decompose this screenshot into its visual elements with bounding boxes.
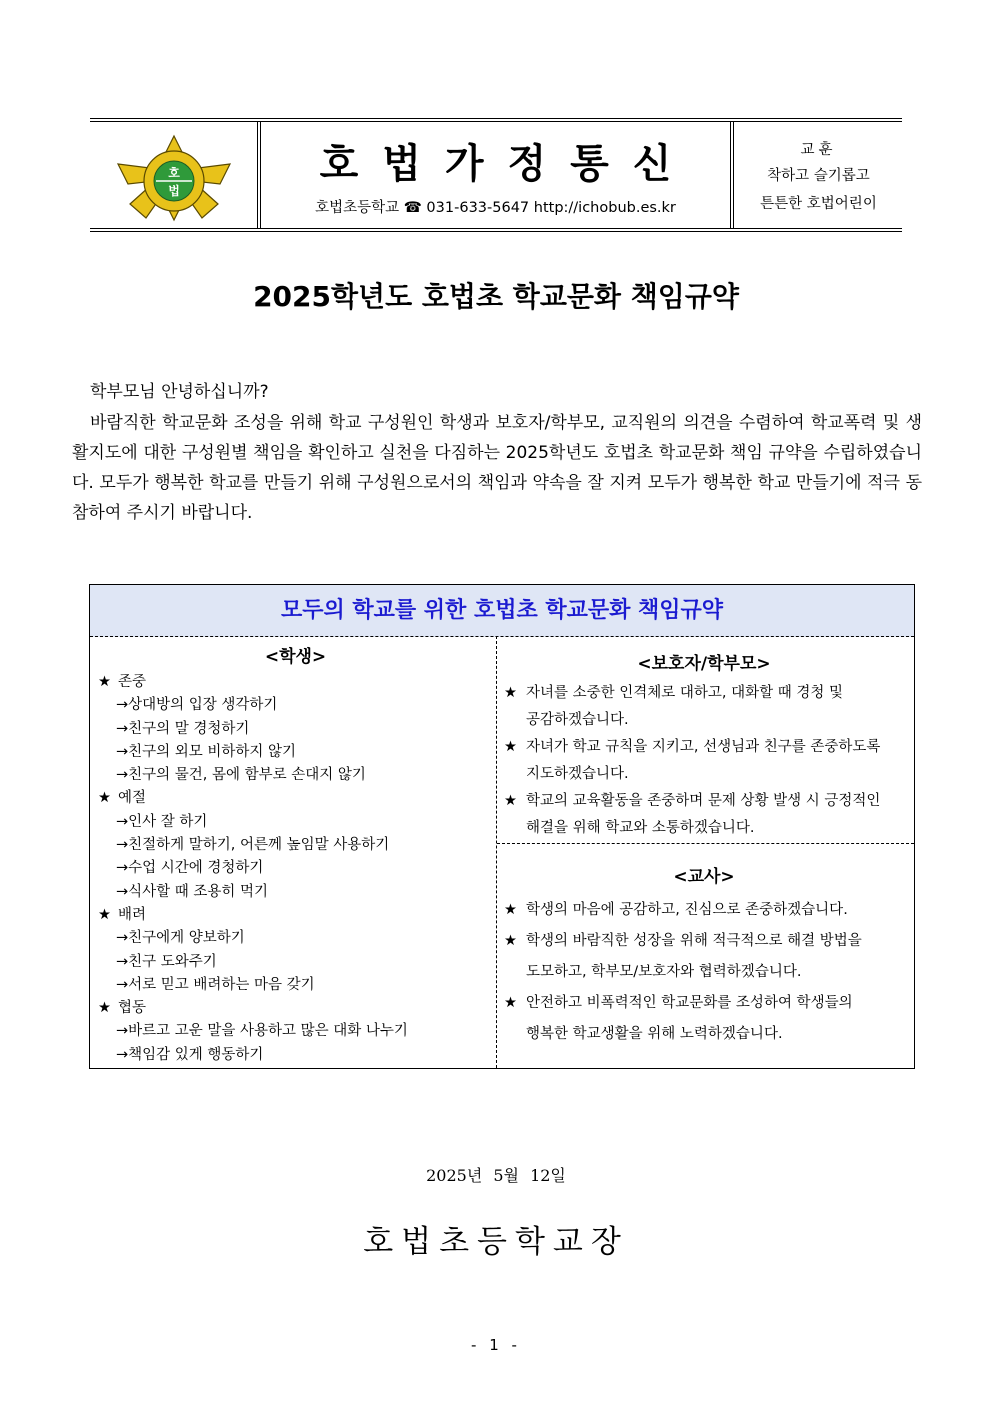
pledge-line: 지도하겠습니다. <box>526 766 629 782</box>
pledge-item <box>504 734 904 788</box>
pledge-line: 학교의 교육활동을 존중하며 문제 상황 발생 시 긍정적인 <box>526 793 881 809</box>
category-row <box>98 997 493 1020</box>
star-icon: ★ <box>504 793 517 809</box>
intro-paragraph: 바람직한 학교문화 조성을 위해 학교 구성원인 학생과 보호자/학부모, 교직원의 의견을 수렴하여 학교폭력 및 생활지도에 대한 구성원별 책임을 확인하고 실천을 다짐하는 2025학년도 호법초 학교문화 책임 규약을 수립하였습니다. 모두가 행복한 학교를 만들기 위해 구성원으로서의 책임과 약속을 잘 지켜 모두가 행복한 학교 만들기에 적극 동참하여 주시기 바랍니다. <box>72 413 922 523</box>
list-item: →수업 시간에 경청하기 <box>116 860 264 877</box>
star-icon: ★ <box>98 1000 111 1017</box>
star-icon: ★ <box>504 933 517 949</box>
pledge-line: 도모하고, 학부모/보호자와 협력하겠습니다. <box>526 964 802 980</box>
teachers-list <box>504 895 904 1050</box>
document-date: 2025년 5월 12일 <box>426 1166 566 1185</box>
row-divider <box>497 843 914 844</box>
parents-list <box>504 680 904 842</box>
school-contact: 호법초등학교 ☎ 031-633-5647 http://ichobub.es.kr <box>315 200 676 216</box>
list-item: →친구의 물건, 몸에 함부로 손대지 않기 <box>116 767 366 784</box>
principal-signature: 호법초등학교장 <box>363 1224 629 1260</box>
motto-line-1: 착하고 슬기롭고 <box>767 168 870 184</box>
main-title: 2025학년도 호법초 학교문화 책임규약 <box>253 280 739 313</box>
pledge-line: 학생의 바람직한 성장을 위해 적극적으로 해결 방법을 <box>526 933 862 949</box>
list-item: →책임감 있게 행동하기 <box>116 1046 264 1063</box>
motto-cell <box>733 122 903 228</box>
list-item: →친구에게 양보하기 <box>116 930 245 947</box>
motto-label: 교훈 <box>800 142 837 158</box>
logo-cell <box>90 122 258 228</box>
pledge-item <box>504 926 904 988</box>
list-item: →바르고 고운 말을 사용하고 많은 대화 나누기 <box>116 1023 408 1040</box>
category-row <box>98 671 493 694</box>
parents-section <box>504 649 904 842</box>
star-icon: ★ <box>504 739 517 755</box>
page-number: - 1 - <box>471 1336 521 1354</box>
greeting: 학부모님 안녕하십니까? <box>90 382 269 402</box>
pledge-title: 모두의 학교를 위한 호법초 학교문화 책임규약 <box>90 585 914 637</box>
list-item: →서로 믿고 배려하는 마음 갖기 <box>116 976 315 993</box>
pledge-item <box>504 680 904 734</box>
students-heading: <학생> <box>264 647 327 667</box>
pledge-line: 자녀가 학교 규칙을 지키고, 선생님과 친구를 존중하도록 <box>526 739 881 755</box>
students-section <box>98 642 493 1067</box>
list-item: →인사 잘 하기 <box>116 813 208 830</box>
pledge-line: 자녀를 소중한 인격체로 대하고, 대화할 때 경청 및 <box>526 685 844 701</box>
category-name: 협동 <box>118 1000 147 1017</box>
star-icon: ★ <box>504 685 517 701</box>
teachers-heading: <교사> <box>673 867 735 887</box>
pledge-line: 안전하고 비폭력적인 학교문화를 조성하여 학생들의 <box>526 995 853 1011</box>
category-name: 예절 <box>118 790 147 807</box>
category-row <box>98 787 493 810</box>
list-item: →상대방의 입장 생각하기 <box>116 697 278 714</box>
star-icon: ★ <box>504 902 517 918</box>
pledge-line: 공감하겠습니다. <box>526 712 629 728</box>
pledge-item <box>504 895 904 926</box>
pledge-line: 행복한 학교생활을 위해 노력하겠습니다. <box>526 1026 783 1042</box>
pledge-item <box>504 788 904 842</box>
category-row <box>98 904 493 927</box>
parents-heading: <보호자/학부모> <box>637 654 771 674</box>
newsletter-header <box>90 118 902 232</box>
pledge-box <box>89 584 915 1069</box>
logo-text-bottom: 법 <box>168 184 180 198</box>
pledge-line: 학생의 마음에 공감하고, 진심으로 존중하겠습니다. <box>526 902 848 918</box>
column-divider <box>496 636 497 1068</box>
title-cell <box>260 122 731 228</box>
list-item: →친구 도와주기 <box>116 953 217 970</box>
list-item: →식사할 때 조용히 먹기 <box>116 883 269 900</box>
newsletter-title: 호법가정통신 <box>319 141 696 187</box>
star-icon: ★ <box>98 790 111 807</box>
pledge-item <box>504 988 904 1050</box>
list-item: →친구의 말 경청하기 <box>116 720 250 737</box>
students-list <box>98 671 493 1067</box>
star-icon: ★ <box>504 995 517 1011</box>
category-name: 배려 <box>118 906 147 923</box>
category-name: 존중 <box>118 674 147 690</box>
logo-text-top: 호 <box>168 166 180 180</box>
teachers-section <box>504 862 904 1050</box>
motto-line-2: 튼튼한 호법어린이 <box>760 196 877 212</box>
list-item: →친구의 외모 비하하지 않기 <box>116 743 297 760</box>
school-logo <box>116 134 232 222</box>
list-item: →친절하게 말하기, 어른께 높임말 사용하기 <box>116 837 390 854</box>
star-icon: ★ <box>98 906 111 923</box>
pledge-line: 해결을 위해 학교와 소통하겠습니다. <box>526 820 755 836</box>
star-icon: ★ <box>98 674 111 690</box>
